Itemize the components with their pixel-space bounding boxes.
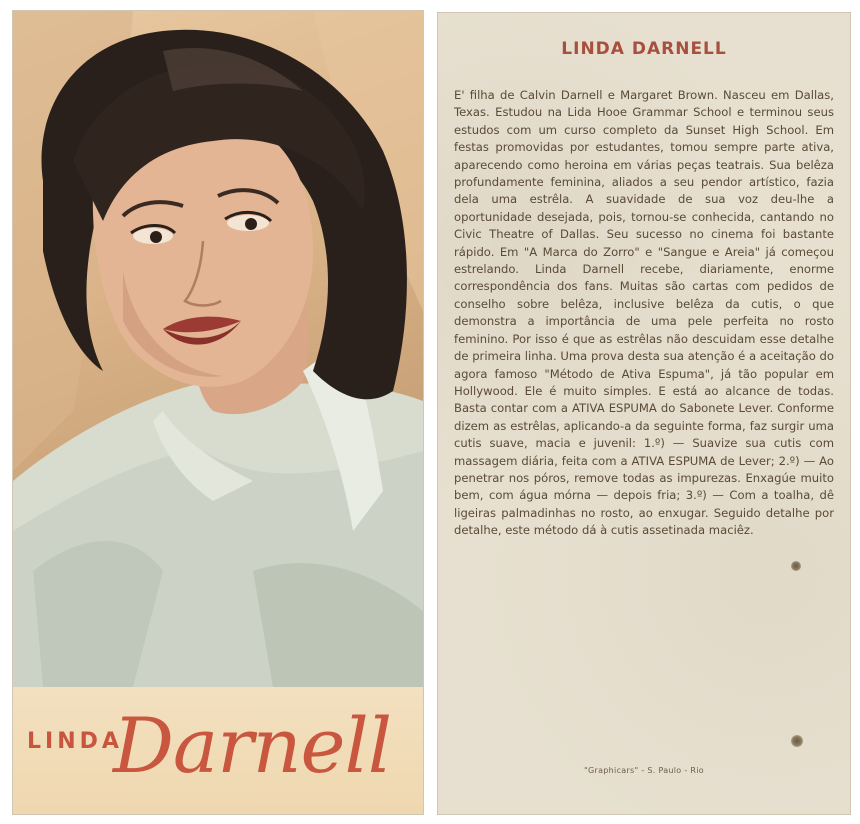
portrait-photo	[13, 11, 423, 687]
biography-text: E' filha de Calvin Darnell e Margaret Brown. Nasceu em Dallas, Texas. Estudou na Lida Hooe Grammar School e terminou seus estudos com um curso completo da Sunset High School. Em festas promovidas por estudantes, tomou sempre parte ativa, aparecendo como heroina em várias peças teatrais. Sua belêza profundamente feminina, aliados a seu pendor artístico, fazia dela uma estrêla. A suavidade de sua voz deu-lhe a oportunidade desejada, pois, tornou-se conhecida, cantando no Civic Theatre of Dallas. Seu sucesso no cinema foi bastante rápido. Em "A Marca do Zorro" e "Sangue e Areia" já começou estrelando. Linda Darnell recebe, diariamente, enorme correspondência dos fans. Muitas são cartas com pedidos de conselho sobre belêza, inclusive belêza da cutis, o que demonstra a importância de uma pele perfeita no rosto feminino. Por isso é que as estrêlas não descuidam esse detalhe de primeira linha. Uma prova desta sua atenção é a aceitação do agora famoso "Método de Ativa Espuma", já tão popular em Hollywood. Ele é muito simples. E está ao alcance de todas. Basta contar com a ATIVA ESPUMA do Sabonete Lever. Conforme dizem as estrêlas, aplicando-a da seguinte forma, faz surgir uma cutis suave, macia e juvenil: 1.º) — Suavize sua cutis com massagem diária, feita com a ATIVA ESPUMA de Lever; 2.º) — Ao penetrar nos póros, remove todas as impurezas. Enxagúe muito bem, com água mórna — depois fria; 3.º) — Com a toalha, dê ligeiras palmadinhas no rosto, ao enxugar. Seguido detalhe por detalhe, este método dá à cutis assetinada maciêz.	[454, 88, 834, 538]
portrait-illustration	[13, 11, 423, 687]
last-name-signature: Darnell	[113, 701, 392, 790]
first-name-label: LINDA	[27, 729, 123, 754]
back-title: LINDA DARNELL	[561, 39, 727, 59]
back-card	[438, 13, 850, 814]
printer-imprint: "Graphicars" - S. Paulo - Rio	[584, 766, 704, 775]
signature-caption	[13, 687, 423, 814]
stain-spot	[791, 561, 801, 571]
front-card	[13, 11, 423, 814]
stain-spot	[791, 735, 803, 747]
